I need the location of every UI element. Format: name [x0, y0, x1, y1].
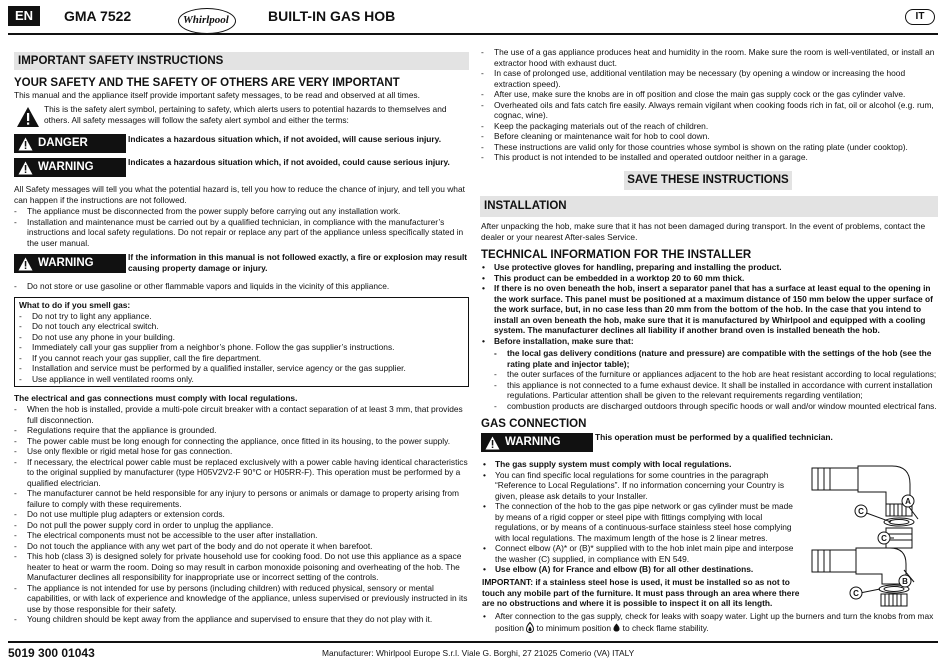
warning-triangle-icon	[18, 161, 33, 175]
list-item: • Use elbow (A) for France and elbow (B) for all other destinations.	[482, 564, 800, 575]
list-item: - Before cleaning or maintenance wait for hob to cool down.	[481, 131, 938, 142]
list-item: - Installation and service must be performed by a qualified installer, service agency or the gas supplier.	[19, 363, 464, 374]
list-item: - the local gas delivery conditions (nature and pressure) are compatible with the settings of the hob (see the rating plate and injector table);	[494, 348, 938, 369]
list-item: - These instructions are valid only for those countries whose symbol is shown on the rating plate (under cooktop).	[481, 142, 938, 153]
electrical-list	[14, 404, 469, 625]
header-rule	[8, 33, 938, 35]
list-item: - In case of prolonged use, additional ventilation may be necessary (by opening a window or increasing the hood extraction speed).	[481, 68, 938, 89]
gas-warning-label-box	[481, 433, 593, 452]
gas-warning-description: This operation must be performed by a qualified technician.	[595, 432, 833, 442]
warning-label-box	[14, 158, 126, 177]
list-item: • Use protective gloves for handling, preparing and installing the product.	[481, 262, 938, 273]
safety-intro: This manual and the appliance itself provide important safety messages, to be read and observed at all times.	[14, 90, 420, 100]
safety-messages-text: All Safety messages will tell you what the potential hazard is, tell you how to reduce the chance of injury, and tell you what can happen if the instructions are not followed.	[14, 184, 465, 205]
after-connection-list	[482, 611, 938, 633]
list-item: - Overheated oils and fats catch fire easily. Always remain vigilant when cooking foods rich in fat, oil or alcohol (e.g. rum, cognac, wine).	[481, 100, 938, 121]
after-connection-text-3: to check flame stability.	[622, 622, 709, 633]
document-title: BUILT-IN GAS HOB	[268, 8, 396, 24]
list-item: - Immediately call your gas supplier from a neighbor’s phone. Follow the gas supplier’s instructions.	[19, 342, 464, 353]
list-item: - When the hob is installed, provide a multi-pole circuit breaker with a contact separation of at least 3 mm, that provides full disconnection.	[14, 404, 469, 425]
list-item: - the outer surfaces of the furniture or appliances adjacent to the hob are heat resistant according to local regulations;	[494, 369, 938, 380]
list-item	[482, 611, 938, 633]
warning2-triangle-icon	[18, 257, 33, 271]
list-item: - Do not touch the appliance with any wet part of the body and do not operate it when barefoot.	[14, 541, 469, 552]
list-item: - Installation and maintenance must be carried out by a qualified technician, in compliance with the manufacturer’s instructions and local safety regulations. Do not repair or replace any part of the appliance unless specifically stated in the user manual.	[14, 217, 469, 249]
danger-label: DANGER	[38, 137, 88, 150]
smell-gas-box	[14, 297, 469, 387]
diagram-label-c-mid: C	[881, 534, 887, 543]
warning-description: Indicates a hazardous situation which, if not avoided, could cause serious injury.	[128, 157, 450, 167]
list-item: - This hob (class 3) is designed solely for private household use for cooking food. Do not use this appliance as a space heater to heat or warm the room. Doing so may result in carbon monoxide poisoning and overheating of the hob. The Manufacturer declines all responsibility for inappropriate use or incorrect setting of the controls.	[14, 551, 469, 583]
safety-section-title: IMPORTANT SAFETY INSTRUCTIONS	[14, 52, 469, 70]
list-item: - Do not pull the power supply cord in order to unplug the appliance.	[14, 520, 469, 531]
gas-connection-title: GAS CONNECTION	[481, 418, 587, 430]
danger-description: Indicates a hazardous situation which, if not avoided, will cause serious injury.	[128, 134, 442, 144]
list-item: - Use appliance in well ventilated rooms only.	[19, 374, 464, 385]
installation-section-title: INSTALLATION	[480, 196, 938, 217]
list-item: - Do not use multiple plug adapters or extension cords.	[14, 509, 469, 520]
list-item: - Regulations require that the appliance is grounded.	[14, 425, 469, 436]
smell-gas-title: What to do if you smell gas:	[19, 300, 131, 310]
list-item: • The connection of the hob to the gas pipe network or gas cylinder must be made by means of a rigid copper or steel pipe with fittings complying with local regulations, or by means of a continuous-surface stainless steel hose complying with local regulations. The maximum length of the hose is 2 linear metres.	[482, 501, 800, 543]
diagram-label-a: A	[905, 497, 911, 506]
list-item: - Do not store or use gasoline or other flammable vapors and liquids in the vicinity of this appliance.	[14, 281, 469, 292]
electrical-title: The electrical and gas connections must comply with local regulations.	[14, 393, 298, 403]
after-connection-text-2: to minimum position	[536, 622, 612, 633]
diagram-label-c-bottom: C	[853, 589, 859, 598]
language-badge: EN	[8, 6, 40, 26]
alert-triangle-icon	[16, 106, 40, 128]
warning-label: WARNING	[38, 161, 94, 174]
list-item: • Connect elbow (A)* or (B)* supplied with to the hob inlet main pipe and interpose the washer (C) supplied, in compliance with EN 549.	[482, 543, 800, 564]
list-item: - Young children should be kept away from the appliance and supervised to ensure that they do not play with it.	[14, 614, 469, 625]
technical-sub-list	[494, 348, 938, 411]
gas-warning-label: WARNING	[505, 436, 561, 449]
brand-logo-text: Whirlpool	[183, 14, 229, 26]
list-item: - Do not touch any electrical switch.	[19, 321, 464, 332]
diagram-label-b: B	[902, 577, 908, 586]
flame-max-icon	[526, 623, 534, 633]
list-item: - this appliance is not connected to a fume exhaust device. It shall be installed in accordance with current installation regulations. Particular attention shall be given to the relevant requirements regarding ventilation;	[494, 380, 938, 401]
warning2-description: If the information in this manual is not followed exactly, a fire or explosion may result causing property damage or injury.	[128, 252, 468, 273]
smell-gas-list	[19, 311, 464, 385]
gas-connection-list	[482, 459, 800, 575]
after-connection-text-1: After connection to the gas supply, check for leaks with soapy water. Light up the burners and turn the knobs from max position	[495, 611, 934, 633]
gas-elbow-diagram	[806, 458, 938, 608]
warning2-label: WARNING	[38, 257, 94, 270]
warning2-label-box	[14, 254, 126, 273]
gas-warning-triangle-icon	[485, 436, 500, 450]
list-item: - Use only flexible or rigid metal hose for gas connection.	[14, 446, 469, 457]
alt-language-badge: IT	[905, 9, 935, 25]
document-code: 5019 300 01043	[8, 646, 95, 660]
list-item: - combustion products are discharged outdoors through specific hoods or wall and/or window mounted electrical fans.	[494, 401, 938, 412]
model-number: GMA 7522	[64, 8, 132, 24]
alert-symbol-text: This is the safety alert symbol, pertaining to safety, which alerts users to potential hazards to themselves and others. All safety messages will follow the safety alert symbol and either the terms:	[44, 104, 447, 125]
list-item: - If necessary, the electrical power cable must be replaced exclusively with a power cable having identical characteristics to the original supplied by manufacturer (type H05V2V2-F 90°C or H05RR-F). This operation must be performed by a qualified electrician.	[14, 457, 469, 489]
manufacturer-info: Manufacturer: Whirlpool Europe S.r.l. Viale G. Borghi, 27 21025 Comerio (VA) ITALY	[322, 648, 635, 658]
footer-rule	[8, 641, 938, 643]
list-item: - The appliance is not intended for use by persons (including children) with reduced physical, sensory or mental capabilities, or with lack of experience and knowledge of the appliance, unless supervised or previously instructed in its use by those responsible for their safety.	[14, 583, 469, 615]
list-item: - The power cable must be long enough for connecting the appliance, once fitted in its housing, to the power supply.	[14, 436, 469, 447]
list-item: - The manufacturer cannot be held responsible for any injury to persons or animals or damage to property arising from failure to comply with these requirements.	[14, 488, 469, 509]
list-item: - After use, make sure the knobs are in off position and close the main gas supply cock or the gas cylinder valve.	[481, 89, 938, 100]
installation-safety-list	[14, 206, 469, 248]
list-item: - The appliance must be disconnected from the power supply before carrying out any installation work.	[14, 206, 469, 217]
flammable-list	[14, 281, 469, 292]
list-item: • If there is no oven beneath the hob, insert a separator panel that has a surface at least equal to the opening in the work surface. This panel must be positioned at a maximum distance of 150 mm below the upper surface of the work surface, but, in no case less than 20 mm from the bottom of the hob. In the case that you intend to install an oven beneath the hob, make sure that it is manufactured by Whirlpool and equipped with a cooling system. The manufacturer declines all liability if another brand oven is installed beneath the hob.	[481, 283, 938, 336]
installation-text: After unpacking the hob, make sure that it has not been damaged during transport. In the event of problems, contact the dealer or your nearest After-sales Service.	[481, 221, 926, 242]
list-item: - Keep the packaging materials out of the reach of children.	[481, 121, 938, 132]
diagram-label-c-top: C	[858, 507, 864, 516]
important-note: IMPORTANT: if a stainless steel hose is used, it must be installed so as not to touch any mobile part of the furniture. It must pass through an area where there are no obstructions and where it is possible to inspect it on all its length.	[482, 577, 800, 608]
list-item: - Do not use any phone in your building.	[19, 332, 464, 343]
list-item: - The use of a gas appliance produces heat and humidity in the room. Make sure the room is well-ventilated, or install an extractor hood with exhaust duct.	[481, 47, 938, 68]
technical-info-title: TECHNICAL INFORMATION FOR THE INSTALLER	[481, 249, 752, 261]
list-item: • This product can be embedded in a worktop 20 to 60 mm thick.	[481, 273, 938, 284]
list-item: • You can find specific local regulations for some countries in the paragraph “Reference to Local Regulations”. If no information concerning your Country is given, please ask details to your Installer.	[482, 470, 800, 502]
list-item: • The gas supply system must comply with local regulations.	[482, 459, 800, 470]
list-item: - The electrical components must not be accessible to the user after installation.	[14, 530, 469, 541]
safety-heading: YOUR SAFETY AND THE SAFETY OF OTHERS ARE VERY IMPORTANT	[14, 77, 400, 89]
list-item: - Do not try to light any appliance.	[19, 311, 464, 322]
technical-info-list	[481, 262, 938, 346]
list-item: - This product is not intended to be installed and operated outdoor neither in a garage.	[481, 152, 938, 163]
save-instructions-banner: SAVE THESE INSTRUCTIONS	[624, 171, 792, 190]
danger-triangle-icon	[18, 137, 33, 151]
danger-label-box	[14, 134, 126, 153]
flame-min-icon	[613, 623, 620, 633]
general-safety-list	[481, 47, 938, 163]
list-item: • Before installation, make sure that:	[481, 336, 938, 347]
list-item: - If you cannot reach your gas supplier, call the fire department.	[19, 353, 464, 364]
